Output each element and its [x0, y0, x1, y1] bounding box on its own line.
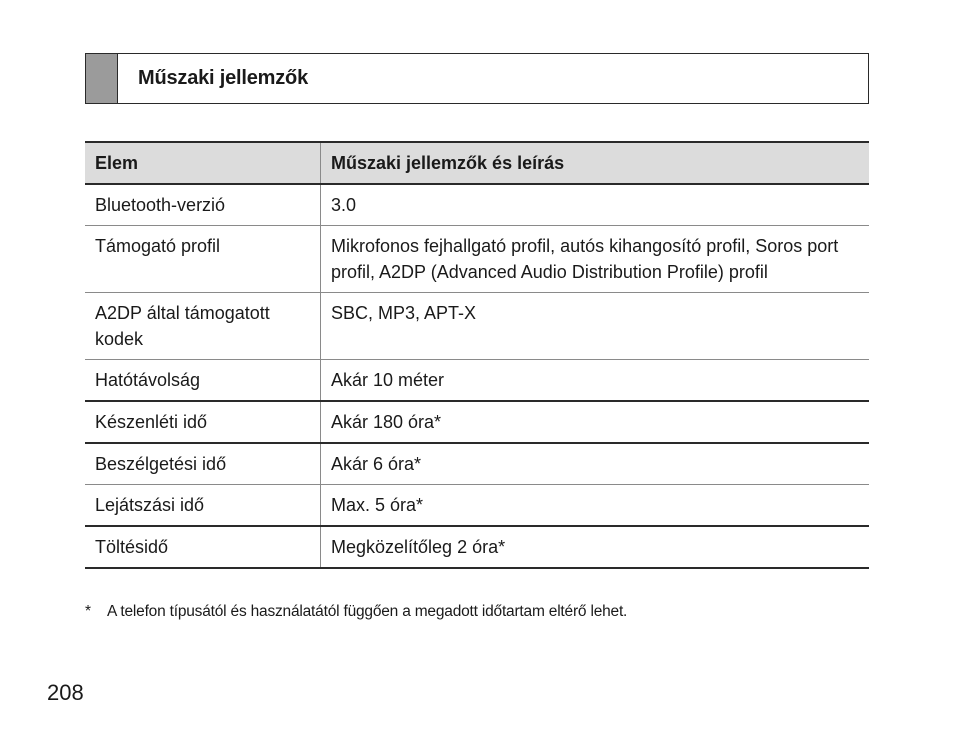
section-header — [85, 53, 869, 104]
row-value: Megközelítőleg 2 óra* — [331, 537, 506, 557]
row-item: Töltésidő — [85, 526, 321, 568]
row-value: Mikrofonos fejhallgató profil, autós kihangosító profil, Soros port profil, A2DP (Advanced Audio Distribution Profile) profil — [331, 236, 839, 282]
section-title: Műszaki jellemzők — [138, 67, 308, 89]
table-row — [85, 226, 869, 293]
spec-table — [85, 141, 869, 569]
table-row — [85, 443, 869, 485]
row-value: Akár 10 méter — [331, 370, 445, 390]
footnote-text: A telefon típusától és használatától függően a megadott időtartam eltérő lehet. — [107, 603, 628, 620]
row-value: Akár 6 óra* — [331, 454, 422, 474]
row-item: Hatótávolság — [85, 360, 321, 402]
row-value: Akár 180 óra* — [331, 412, 442, 432]
row-value: SBC, MP3, APT-X — [331, 303, 477, 323]
footnote — [85, 603, 627, 621]
table-row — [85, 360, 869, 402]
row-item: Támogató profil — [85, 226, 321, 293]
page-number: 208 — [47, 680, 84, 705]
table-header-row — [85, 142, 869, 184]
row-item: Beszélgetési idő — [85, 443, 321, 485]
row-value: Max. 5 óra* — [331, 495, 424, 515]
row-value: 3.0 — [331, 195, 357, 215]
row-item: Lejátszási idő — [85, 485, 321, 527]
header-spec: Műszaki jellemzők és leírás — [331, 153, 565, 173]
footnote-mark: * — [85, 603, 91, 620]
table-row — [85, 526, 869, 568]
table-row — [85, 184, 869, 226]
header-item: Elem — [85, 142, 321, 184]
section-marker — [86, 54, 118, 103]
table-row — [85, 293, 869, 360]
row-item: Bluetooth-verzió — [85, 184, 321, 226]
table-row — [85, 401, 869, 443]
row-item: Készenléti idő — [85, 401, 321, 443]
row-item: A2DP által támogatott kodek — [85, 293, 321, 360]
table-row — [85, 485, 869, 527]
